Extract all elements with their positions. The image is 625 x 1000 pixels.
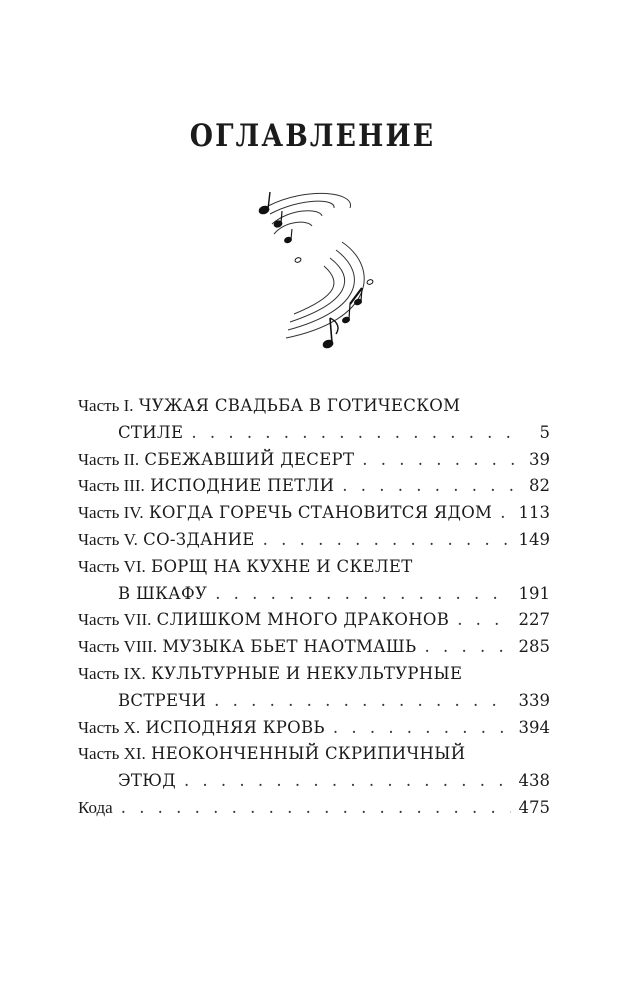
toc-page-number: 475 [518, 797, 550, 817]
toc-entry-line [78, 420, 550, 447]
toc-title: ИСПОДНЯЯ КРОВЬ [145, 717, 325, 737]
toc-title: КУЛЬТУРНЫЕ И НЕКУЛЬТУРНЫЕ [151, 663, 463, 683]
toc-title: ЭТЮД [118, 771, 176, 791]
dot-leader [500, 500, 510, 527]
toc-page-number: 227 [518, 610, 550, 630]
toc-title: КОГДА ГОРЕЧЬ СТАНОВИТСЯ ЯДОМ [148, 503, 493, 523]
toc-part-label: Часть IX. [78, 663, 146, 683]
toc-part-label: Часть IV. [78, 503, 144, 523]
toc-page-number: 191 [518, 583, 550, 603]
toc-entry-line [78, 527, 550, 554]
toc-entry-line [78, 447, 550, 474]
toc-page-number: 39 [529, 449, 550, 469]
dot-leader [215, 581, 510, 608]
toc-entry[interactable] [78, 554, 550, 608]
music-swirl-icon [238, 178, 388, 358]
toc-part-label: Часть VII. [78, 610, 152, 630]
toc-title: В ШКАФУ [118, 583, 208, 603]
dot-leader [263, 527, 511, 554]
toc-entry-line [78, 768, 550, 795]
toc-title: СО-ЗДАНИЕ [143, 529, 255, 549]
toc-entry-line [78, 554, 550, 581]
toc-entry-line [78, 581, 550, 608]
toc-title: СБЕЖАВШИЙ ДЕСЕРТ [144, 449, 355, 469]
dot-leader [333, 715, 511, 742]
dot-leader [457, 607, 510, 634]
toc-entry-line [78, 688, 550, 715]
toc-part-label: Часть X. [78, 717, 141, 737]
toc-entry[interactable] [78, 661, 550, 715]
toc-title: ВСТРЕЧИ [118, 690, 207, 710]
dot-leader [362, 447, 518, 474]
dot-leader [184, 768, 511, 795]
toc-entry[interactable] [78, 527, 550, 554]
toc-title: ИСПОДНИЕ ПЕТЛИ [150, 476, 335, 496]
toc-title: ЧУЖАЯ СВАДЬБА В ГОТИЧЕСКОМ [138, 396, 461, 415]
toc-entry[interactable] [78, 473, 550, 500]
toc-entry[interactable] [78, 741, 550, 795]
toc-entry-line [78, 393, 550, 420]
toc-entry[interactable] [78, 447, 550, 474]
toc-entry-line [78, 473, 550, 500]
dot-leader [342, 473, 518, 500]
toc-title: СТИЛЕ [118, 422, 184, 442]
toc-entry-line [78, 634, 550, 661]
toc-entry-line [78, 795, 550, 822]
toc-part-label: Часть XI. [78, 744, 146, 764]
toc-part-label: Часть V. [78, 529, 138, 549]
toc-entry[interactable] [78, 634, 550, 661]
toc-entry[interactable] [78, 607, 550, 634]
toc-entry[interactable] [78, 795, 550, 822]
toc-entry-line [78, 500, 550, 527]
toc-part-label: Часть VI. [78, 556, 146, 576]
toc-part-label: Часть I. [78, 396, 134, 415]
dot-leader [214, 688, 510, 715]
toc-page-number: 339 [518, 690, 550, 710]
toc-entry[interactable] [78, 393, 550, 447]
toc-part-label: Часть VIII. [78, 637, 158, 657]
toc-entry[interactable] [78, 500, 550, 527]
toc-entry-line [78, 661, 550, 688]
dot-leader [121, 795, 511, 822]
toc-title: МУЗЫКА БЬЕТ НАОТМАШЬ [162, 637, 417, 657]
toc-title: СЛИШКОМ МНОГО ДРАКОНОВ [156, 610, 450, 630]
toc-page-number: 438 [518, 771, 550, 791]
toc-entry-line [78, 741, 550, 768]
toc-part-label: Часть III. [78, 476, 145, 496]
toc-entry-line [78, 607, 550, 634]
toc-part-label: Кода [78, 797, 113, 817]
toc-entry[interactable] [78, 715, 550, 742]
toc-page-number: 82 [529, 476, 550, 496]
toc-page-number: 5 [539, 422, 550, 442]
table-of-contents [78, 393, 550, 822]
dot-leader [424, 634, 510, 661]
toc-title: НЕОКОНЧЕННЫЙ СКРИПИЧНЫЙ [151, 744, 466, 764]
toc-entry-line [78, 715, 550, 742]
dot-leader [191, 420, 518, 447]
toc-title: БОРЩ НА КУХНЕ И СКЕЛЕТ [151, 556, 413, 576]
page-title: ОГЛАВЛЕНИЕ [189, 118, 436, 154]
toc-page-number: 113 [518, 503, 550, 523]
toc-page-number: 149 [518, 529, 550, 549]
toc-part-label: Часть II. [78, 449, 140, 469]
toc-page-number: 394 [518, 717, 550, 737]
toc-page-number: 285 [518, 637, 550, 657]
